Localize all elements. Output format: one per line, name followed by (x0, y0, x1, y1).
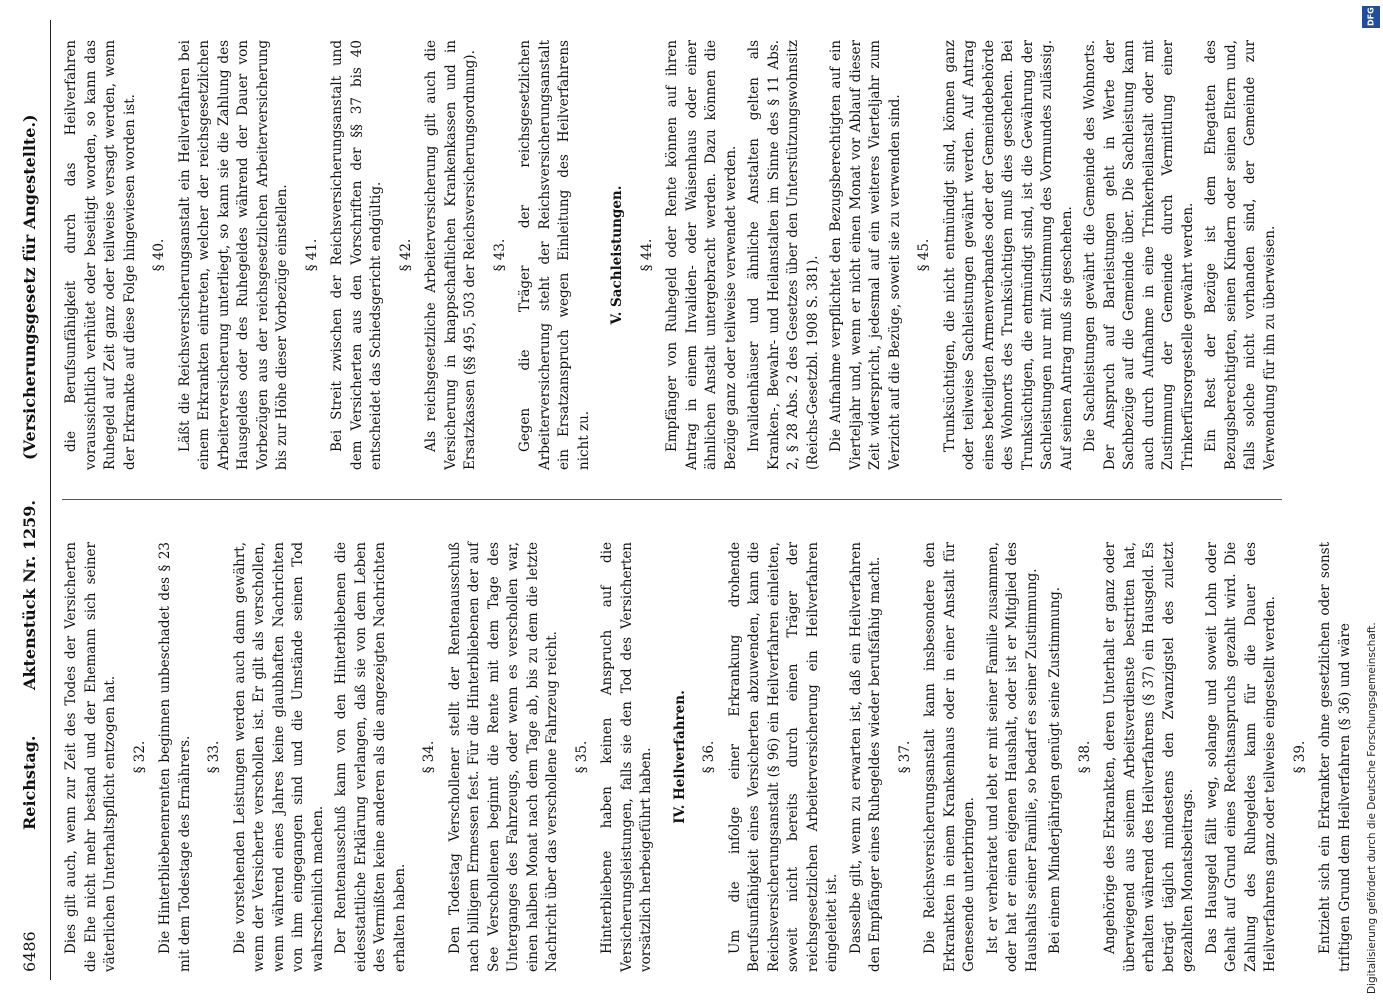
paragraph: Die Aufnahme verpflichtet den Bezugsberechtigten auf ein Vierteljahr und, wenn er nicht einen Monat vor Ablauf dieser Zeit widerspricht, jedesmal auf ein weiteres Vierteljahr zum Verzicht auf die Bezüge, soweit sie zu verwenden sind. (828, 40, 903, 470)
paragraph: Das Hausgeld fällt weg, solange und soweit Lohn oder Gehalt auf Grund eines Rechtsanspruchs gezahlt wird. Die Zahlung des Ruhegeldes kann für die Dauer des Heilverfahrens ganz oder teilweise eingestellt werden. (1203, 542, 1278, 972)
page-header (10, 20, 51, 980)
paragraph: Läßt die Reichsversicherungsanstalt ein Heilverfahren bei einem Erkrankten eintreten, welcher der reichsgesetzlichen Arbeiterversicherung unterliegt, so kann sie die Zahlung des Hausgeldes oder des Ruhegeldes während der Dauer von Vorbezügen aus der reichsgesetzlichen Arbeiterversicherung bis zur Höhe dieser Vorbezüge einstellen. (176, 40, 290, 470)
section-heading: IV. Heilverfahren. (671, 690, 688, 824)
section-heading: V. Sachleistungen. (609, 185, 625, 325)
section-number: § 45. (916, 238, 932, 272)
paragraph: Ein Rest der Bezüge ist dem Ehegatten des Bezugsberechtigten, seinen Kindern oder seinen Eltern und, falls solche nicht vorhanden sind, der Gemeinde zur Verwendung für ihn zu überweisen. (1203, 40, 1278, 470)
paragraph: Angehörige des Erkrankten, deren Unterhalt er ganz oder überwiegend aus seinem Arbeitsverdienste bestritten hat, erhalten während des Heilverfahrens (§ 37) ein Hausgeld. Es beträgt täglich mindestens den Zwanzigstel des zuletzt gezahlten Monatsbeitrags. (1102, 542, 1196, 972)
column-divider (62, 499, 1282, 500)
paragraph: Bei einem Minderjährigen genügt seine Zustimmung. (1047, 586, 1063, 954)
section-number: § 38. (1076, 740, 1093, 774)
paragraph: Um die infolge einer Erkrankung drohende Berufsunfähigkeit eines Versicherten abzuwenden, kann die Reichsversicherungsanstalt (§ 96) ein Heilverfahren einleiten, soweit nicht bereits durch einen Träger der reichsgesetzlichen Arbeiterversicherung ein Heilverfahren eingeleitet ist. (726, 542, 840, 972)
paragraph: Dasselbe gilt, wenn zu erwarten ist, daß ein Heilverfahren den Empfänger eines Ruhegeldes wieder berufsfähig macht. (847, 542, 883, 972)
paragraph: Ist er verheiratet und lebt er mit seiner Familie zusammen, oder hat er einen eigenen Haushalt, oder ist er Mitglied des Haushalts seiner Familie, so bedarf es seiner Zustimmung. (984, 542, 1040, 972)
header-right-title: (Versicherungsgesetz für Angestellte.) (20, 114, 39, 460)
digitization-note: Digitalisierung gefördert durch die Deutsche Forschungsgemeinschaft. (1366, 622, 1378, 994)
paragraph: Den Todestag Verschollener stellt der Rentenausschuß nach billigem Ermessen fest. Für die Hinterbliebenen der auf See Verschollenen beginnt die Rente mit dem Tage des Unterganges des Fahrzeugs, oder wenn es verschollen war, einen halben Monat nach dem Tage ab, bis zu dem die letzte Nachricht über das verschollene Fahrzeug reicht. (446, 542, 560, 972)
section-number: § 36. (701, 740, 717, 774)
paragraph: Die Reichsversicherungsanstalt kann insbesondere den Erkrankten in einem Krankenhaus oder in einer Anstalt für Genesende unterbringen. (922, 542, 977, 972)
paragraph: Als reichsgesetzliche Arbeiterversicherung gilt auch die Versicherung in knappschaftlichen Krankenkassen und in Ersatzkassen (§§ 495, 503 der Reichsversicherungsordnung). (423, 40, 478, 470)
paragraph: Empfänger von Ruhegeld oder Rente können auf ihren Antrag in einem Invaliden- oder Waisenhaus oder einer ähnlichen Anstalt untergebracht werden. Dazu können die Bezüge ganz oder teilweise verwendet werden. (664, 40, 739, 470)
paragraph: Die Sachleistungen gewährt die Gemeinde des Wohnorts. Der Anspruch auf Barleistungen geht in Werte der Sachbezüge auf die Gemeinde über. Die Sachleistung kann auch durch Aufnahme in eine Trinkerheilanstalt oder mit Zustimmung der Gemeinde durch Vermittlung einer Trinkerfürsorgestelle gewährt werden. (1082, 40, 1196, 470)
left-column (62, 542, 1359, 972)
section-number: § 35. (573, 740, 590, 774)
page-number: 6486 (20, 931, 39, 972)
header-left-title: Reichstag. (20, 735, 39, 830)
right-column (62, 40, 1284, 470)
section-number: § 34. (421, 740, 437, 774)
section-number: § 33. (206, 740, 222, 774)
paragraph: Invalidenhäuser und ähnliche Anstalten gelten als Kranken-, Bewahr- und Heilanstalten im Sinne des § 11 Abs. 2, § 28 Abs. 2 des Gesetzes über den Unterstützungswohnsitz (Reichs-Gesetzbl. 1908 S. 381). (746, 40, 821, 470)
section-number: § 32. (131, 740, 148, 774)
document-page (10, 20, 1353, 980)
paragraph: Der Rentenausschuß kann von den Hinterbliebenen die eidesstattliche Erklärung verlangen, daß sie von dem Leben des Vermißten keine anderen als die angezeigten Nachrichten erhalten haben. (333, 542, 408, 972)
paragraph: die Berufsunfähigkeit durch das Heilverfahren voraussichtlich verhütet oder beseitigt worden, so kann das Ruhegeld auf Zeit ganz oder teilweise versagt werden, wenn der Erkrankte auf diese Folge hingewiesen worden ist. (63, 40, 138, 470)
paragraph: Bei Streit zwischen der Reichsversicherungsanstalt und dem Versicherten aus den Vorschriften der §§ 37 bis 40 entscheidet das Schiedsgericht endgültig. (329, 40, 384, 470)
header-center (20, 460, 40, 830)
paragraph: Die vorstehenden Leistungen werden auch dann gewährt, wenn der Versicherte verschollen ist. Er gilt als verschollen, wenn während eines Jahres keine glaubhaften Nachrichten von ihm eingegangen sind und die Umstände seinen Tod wahrscheinlich machen. (231, 542, 326, 972)
section-number: § 41. (303, 238, 320, 272)
section-number: § 39. (1291, 740, 1308, 774)
section-number: § 42. (397, 238, 414, 272)
header-aktenstueck: Aktenstück Nr. 1259. (20, 500, 39, 690)
paragraph: Trunksüchtigen, die nicht entmündigt sind, können ganz oder teilweise Sachleistungen gewährt werden. Auf Antrag eines beteiligten Armenverbandes oder der Gemeindebehörde des Wohnorts des Trunksüchtigen muß dies geschehen. Bei Trunksüchtigen, die entmündigt sind, ist die Gewährung der Sachleistungen nur mit Zustimmung des Vormundes zulässig. Auf seinen Antrag muß sie geschehen. (941, 40, 1075, 470)
paragraph: Entzieht sich ein Erkrankter ohne gesetzlichen oder sonst triftigen Grund dem Heilverfahren (§ 36) und wäre (1317, 542, 1353, 972)
section-number: § 43. (491, 238, 508, 272)
section-number: § 37. (896, 740, 913, 774)
section-number: § 40. (151, 238, 167, 272)
paragraph: Gegen die Träger der reichsgesetzlichen Arbeiterversicherung steht der Reichsversicherungsanstalt ein Ersatzanspruch wegen Einleitung des Heilverfahrens nicht zu. (517, 40, 592, 470)
dfg-logo: DFG (1362, 6, 1380, 28)
paragraph: Die Hinterbliebenenrenten beginnen unbeschadet des § 23 mit dem Todestage des Ernährers. (157, 542, 193, 972)
section-number: § 44. (638, 238, 655, 272)
paragraph: Dies gilt auch, wenn zur Zeit des Todes der Versicherten die Ehe nicht mehr bestand und der Ehemann sich seiner väterlichen Unterhaltspflicht entzogen hat. (63, 542, 118, 972)
paragraph: Hinterbliebene haben keinen Anspruch auf die Versicherungsleistungen, falls sie den Tod des Versicherten vorsätzlich herbeigeführt haben. (599, 542, 654, 972)
